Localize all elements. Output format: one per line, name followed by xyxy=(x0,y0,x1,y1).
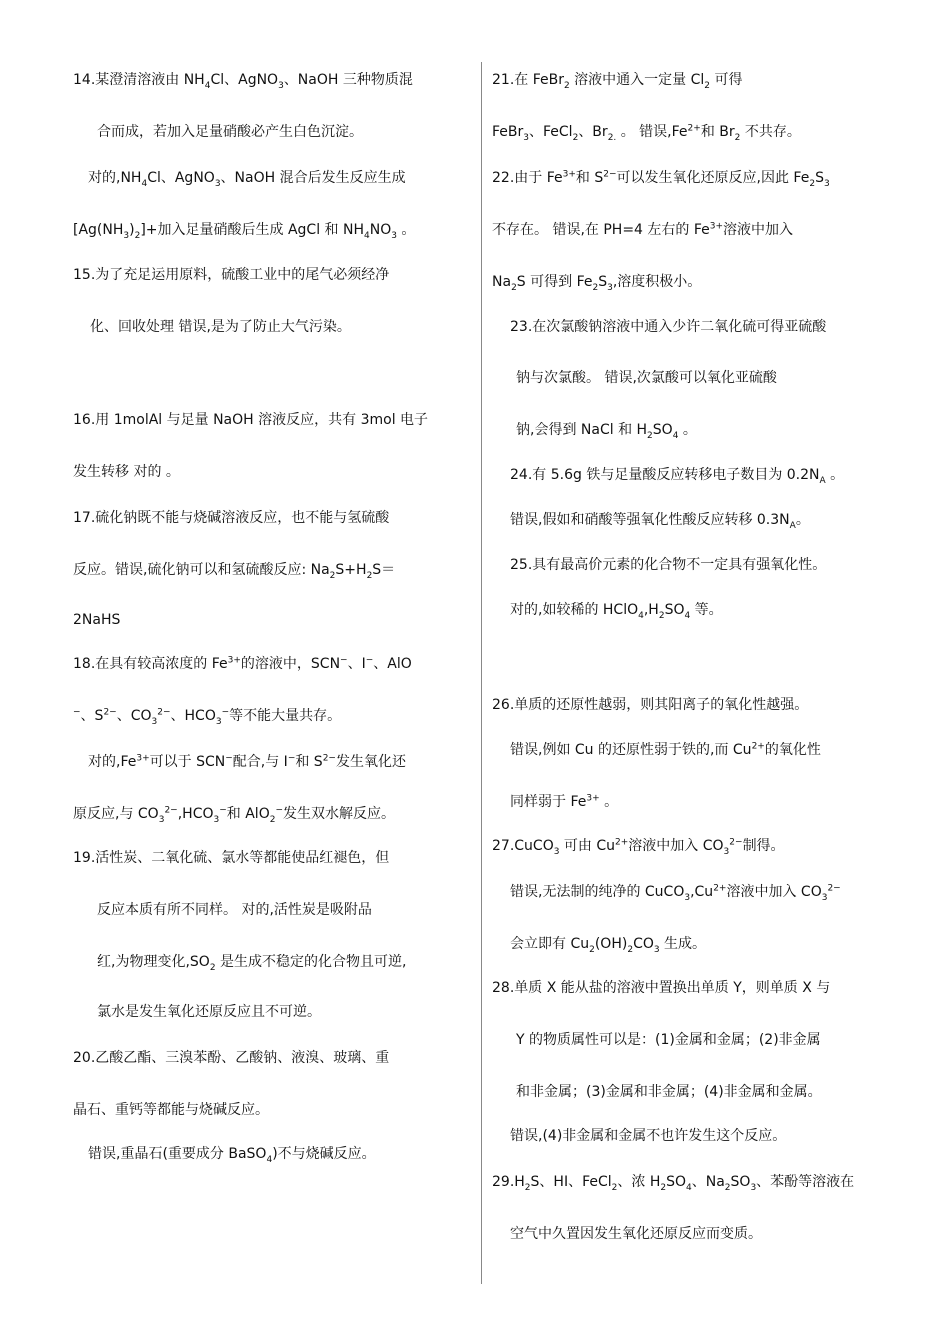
text-line-q20b xyxy=(73,1100,269,1120)
text-segment: ,H xyxy=(643,602,659,618)
text-segment: 反应。错误,硫化钠可以和氢硫酸反应: Na xyxy=(73,562,330,578)
text-segment: 的溶液中，SCN xyxy=(240,656,341,672)
text-segment: 24.有 5.6g 铁与足量酸反应转移电子数目为 0.2N xyxy=(510,467,820,483)
text-line-q24 xyxy=(510,465,844,485)
text-segment: 22.由于 Fe xyxy=(492,170,563,186)
text-line-q28 xyxy=(492,978,830,998)
text-segment: S 可得到 Fe xyxy=(516,274,593,290)
text-segment: SO xyxy=(666,1174,686,1190)
text-line-q15b xyxy=(90,317,351,337)
text-line-q17c xyxy=(73,610,120,630)
text-segment: S+H xyxy=(335,562,367,578)
supscript: 2− xyxy=(603,169,617,180)
text-segment: 23.在次氯酸钠溶液中通入少许二氧化硫可得亚硫酸 xyxy=(510,319,827,335)
subscript: 4 xyxy=(141,178,148,189)
text-segment: 同样弱于 Fe xyxy=(510,794,587,810)
text-segment: 和 S xyxy=(295,754,323,770)
text-segment: 17.硫化钠既不能与烧碱溶液反应，也不能与氢硫酸 xyxy=(73,510,390,526)
supscript: 2+ xyxy=(687,123,701,134)
text-segment: 、浓 H xyxy=(617,1174,661,1190)
supscript: 2− xyxy=(157,707,171,718)
subscript: 3 xyxy=(821,892,828,903)
text-segment: Y 的物质属性可以是：(1)金属和金属；(2)非金属 xyxy=(516,1032,821,1048)
text-line-q14d xyxy=(73,220,415,240)
text-segment: 。 xyxy=(599,794,619,810)
text-line-q28d xyxy=(510,1126,786,1146)
text-segment: 。 错误,Fe xyxy=(616,124,688,140)
text-segment: ]+加入足量硝酸后生成 AgCl 和 NH xyxy=(140,222,364,238)
text-line-q19b xyxy=(97,900,372,920)
subscript: 2 xyxy=(704,80,711,91)
subscript: 3 xyxy=(523,132,529,143)
text-segment: 可以于 SCN xyxy=(149,754,226,770)
text-segment: 错误,假如和硝酸等强氧化性酸反应转移 0.3N xyxy=(510,512,790,528)
subscript: 2 xyxy=(724,1182,731,1193)
text-segment: 27.CuCO xyxy=(492,838,554,854)
supscript: − xyxy=(365,655,374,666)
text-segment: 错误,重晶石(重要成分 BaSO xyxy=(88,1146,267,1162)
text-segment: 16.用 1molAl 与足量 NaOH 溶液反应，共有 3mol 电子 xyxy=(73,412,429,428)
text-segment: 2NaHS xyxy=(73,612,121,628)
text-segment: 溶液中加入 CO xyxy=(726,884,822,900)
text-line-q22 xyxy=(492,168,830,188)
subscript: 2 xyxy=(134,230,141,241)
text-line-q23c xyxy=(516,420,697,440)
text-line-q19 xyxy=(73,848,389,868)
text-segment: Cl、AgNO xyxy=(147,170,215,186)
text-segment: SO xyxy=(664,602,685,618)
supscript: 2− xyxy=(164,805,178,816)
text-segment: 合而成，若加入足量硝酸必产生白色沉淀。 xyxy=(97,124,363,140)
supscript: − xyxy=(340,655,348,666)
text-line-q14c xyxy=(88,168,406,188)
text-segment: 发生双水解反应。 xyxy=(283,806,395,822)
text-line-q28b xyxy=(516,1030,821,1050)
text-line-q19c xyxy=(97,952,406,972)
text-segment: 生成。 xyxy=(659,936,707,952)
text-segment: 、I xyxy=(347,656,366,672)
supscript: 2− xyxy=(103,707,117,718)
text-segment: 反应本质有所不同样。 对的,活性炭是吸附品 xyxy=(97,902,372,918)
text-segment: 发生转移 对的 。 xyxy=(73,464,180,480)
text-line-q20 xyxy=(73,1048,389,1068)
text-segment: 、Br xyxy=(578,124,608,140)
supscript: 2+ xyxy=(615,837,629,848)
text-segment: 和非金属；(3)金属和非金属；(4)非金属和金属。 xyxy=(516,1084,822,1100)
subscript: 3 xyxy=(684,892,691,903)
text-segment: 、CO xyxy=(116,708,152,724)
subscript: 4 xyxy=(686,1182,692,1193)
subscript: 3 xyxy=(151,716,158,727)
text-segment: 等。 xyxy=(690,602,723,618)
text-segment: Na xyxy=(492,274,512,290)
text-segment: 。 xyxy=(678,422,697,438)
text-line-q29 xyxy=(492,1172,854,1192)
text-segment: 21.在 FeBr xyxy=(492,72,564,88)
text-line-q25b xyxy=(510,600,723,620)
subscript: 4 xyxy=(672,430,679,441)
text-line-q18b xyxy=(73,706,341,726)
text-segment: 和 S xyxy=(575,170,604,186)
supscript: 2− xyxy=(322,753,336,764)
text-segment: CO xyxy=(633,936,654,952)
subscript: 3 xyxy=(653,944,660,955)
text-segment: 26.单质的还原性越弱，则其阳离子的氧化性越强。 xyxy=(492,697,809,713)
text-segment: 配合,与 I xyxy=(232,754,288,770)
supscript: − xyxy=(221,707,230,718)
text-segment: 制得。 xyxy=(742,838,785,854)
text-line-q29b xyxy=(510,1224,762,1244)
text-segment: 14.某澄清溶液由 NH xyxy=(73,72,205,88)
subscript: 3 xyxy=(215,716,222,727)
text-segment: 空气中久置因发生氧化还原反应而变质。 xyxy=(510,1226,762,1242)
text-segment: 是生成不稳定的化合物且可逆, xyxy=(215,954,407,970)
supscript: − xyxy=(275,805,283,816)
subscript: 4 xyxy=(204,80,211,91)
text-segment: 溶液中加入 CO xyxy=(628,838,724,854)
subscript: 2 xyxy=(589,944,595,955)
text-segment: 错误,无法制的纯净的 CuCO xyxy=(510,884,685,900)
text-segment: 可由 Cu xyxy=(559,838,616,854)
text-line-q17 xyxy=(73,508,389,528)
text-line-q22b xyxy=(492,220,793,240)
supscript: 2− xyxy=(827,883,841,894)
text-segment: [Ag(NH xyxy=(73,222,124,238)
text-line-q27b xyxy=(510,882,841,902)
subscript: 2 xyxy=(660,1182,667,1193)
text-line-q21 xyxy=(492,70,742,90)
text-segment: 可得 xyxy=(710,72,743,88)
text-line-q24b xyxy=(510,510,810,530)
subscript: 3 xyxy=(723,846,730,857)
text-segment: 晶石、重钙等都能与烧碱反应。 xyxy=(73,1102,269,1118)
subscript: 4 xyxy=(684,610,691,621)
text-segment: 和 AlO xyxy=(226,806,270,822)
subscript: 3 xyxy=(123,230,130,241)
supscript: 2+ xyxy=(713,883,727,894)
subscript: 2 xyxy=(809,178,816,189)
text-segment: 对的,Fe xyxy=(88,754,137,770)
text-segment: 对的,如较稀的 HClO xyxy=(510,602,639,618)
text-segment: 发生氧化还 xyxy=(335,754,406,770)
text-segment: )不与烧碱反应。 xyxy=(272,1146,376,1162)
subscript: 2 xyxy=(611,1182,618,1193)
text-segment: 18.在具有较高浓度的 Fe xyxy=(73,656,228,672)
text-segment: 15.为了充足运用原料，硫酸工业中的尾气必须经净 xyxy=(73,267,390,283)
subscript: 3 xyxy=(607,282,613,293)
text-segment: ,Cu xyxy=(690,884,714,900)
text-segment: 28.单质 X 能从盐的溶液中置换出单质 Y，则单质 X 与 xyxy=(492,980,831,996)
subscript: 2 xyxy=(658,610,665,621)
text-line-q16 xyxy=(73,410,428,430)
text-segment: 可以发生氧化还原反应,因此 Fe xyxy=(616,170,810,186)
subscript: 3 xyxy=(158,814,165,825)
text-line-q18 xyxy=(73,654,412,674)
supscript: 3+ xyxy=(227,655,241,666)
text-line-q16b xyxy=(73,462,180,482)
text-segment: 溶液中通入一定量 Cl xyxy=(569,72,705,88)
subscript: 2 xyxy=(524,1182,531,1193)
subscript: 3 xyxy=(553,846,560,857)
text-segment: 、苯酚等溶液在 xyxy=(756,1174,855,1190)
text-segment: 不存在。 错误,在 PH=4 左右的 Fe xyxy=(492,222,710,238)
text-segment: 、Na xyxy=(691,1174,725,1190)
text-segment: 、NaOH 混合后发生反应生成 xyxy=(220,170,406,186)
text-segment: 。 xyxy=(825,467,845,483)
text-line-q20c xyxy=(88,1144,376,1164)
text-line-q28c xyxy=(516,1082,822,1102)
text-segment: 。 xyxy=(795,512,810,528)
subscript: 2 xyxy=(592,282,599,293)
subscript: 2 xyxy=(269,814,276,825)
text-segment: S xyxy=(598,274,608,290)
text-segment: ,HCO xyxy=(177,806,214,822)
text-segment: 红,为物理变化,SO xyxy=(97,954,210,970)
text-line-q26b xyxy=(510,740,821,760)
column-divider xyxy=(481,62,482,1284)
subscript: 2. xyxy=(607,132,617,143)
text-segment: 、AlO xyxy=(373,656,412,672)
text-segment: 氯水是发生氧化还原反应且不可逆。 xyxy=(97,1004,321,1020)
text-segment: FeBr xyxy=(492,124,524,140)
text-segment: SO xyxy=(652,422,673,438)
text-line-q18d xyxy=(73,804,395,824)
subscript: 3 xyxy=(750,1182,757,1193)
text-segment: 、FeCl xyxy=(529,124,573,140)
text-line-q17b xyxy=(73,560,395,580)
text-segment: S、HI、FeCl xyxy=(530,1174,612,1190)
supscript: 3+ xyxy=(562,169,576,180)
subscript: 2 xyxy=(329,570,336,581)
supscript: − xyxy=(219,805,227,816)
subscript: 4 xyxy=(638,610,644,621)
text-line-q26c xyxy=(510,792,618,812)
subscript: 3 xyxy=(823,178,830,189)
subscript: 2 xyxy=(366,570,373,581)
text-line-q23 xyxy=(510,317,826,337)
text-segment: 20.乙酸乙酯、三溴苯酚、乙酸钠、液溴、玻璃、重 xyxy=(73,1050,390,1066)
text-segment: 的氧化性 xyxy=(764,742,821,758)
subscript: 2 xyxy=(563,80,570,91)
text-segment: 错误,(4)非金属和金属不也许发生这个反应。 xyxy=(510,1128,787,1144)
subscript: 4 xyxy=(266,1154,273,1165)
text-segment: 钠与次氯酸。 错误,次氯酸可以氧化亚硫酸 xyxy=(516,370,777,386)
text-segment: 不共存。 xyxy=(740,124,801,140)
text-line-q22c xyxy=(492,272,701,292)
text-segment: 19.活性炭、二氧化硫、氯水等都能使品红褪色，但 xyxy=(73,850,390,866)
subscript: 3 xyxy=(391,230,397,241)
text-segment: 。 xyxy=(396,222,416,238)
text-line-q14 xyxy=(73,70,413,90)
text-segment: 错误,例如 Cu 的还原性弱于铁的,而 Cu xyxy=(510,742,752,758)
text-line-q18c xyxy=(88,752,406,772)
supscript: 3+ xyxy=(136,753,150,764)
supscript: 2− xyxy=(729,837,743,848)
text-line-q23b xyxy=(516,368,777,388)
subscript: 2 xyxy=(734,132,741,143)
text-segment: 溶液中加入 xyxy=(723,222,794,238)
text-segment: NO xyxy=(369,222,392,238)
supscript: − xyxy=(225,753,233,764)
subscript: 3 xyxy=(214,178,221,189)
text-segment: S xyxy=(815,170,824,186)
subscript: 2 xyxy=(572,132,579,143)
subscript: 2 xyxy=(627,944,634,955)
supscript: 3+ xyxy=(586,793,600,804)
subscript: 2 xyxy=(511,282,517,293)
text-line-q14b xyxy=(97,122,363,142)
text-line-q25 xyxy=(510,555,826,575)
text-segment: 和 Br xyxy=(700,124,735,140)
text-segment: 、HCO xyxy=(170,708,216,724)
text-line-q26 xyxy=(492,695,808,715)
text-segment: 25.具有最高价元素的化合物不一定具有强氧化性。 xyxy=(510,557,827,573)
subscript: A xyxy=(789,520,796,531)
text-segment: 对的,NH xyxy=(88,170,142,186)
text-line-q15 xyxy=(73,265,389,285)
subscript: A xyxy=(819,475,826,486)
text-segment: 、NaOH 三种物质混 xyxy=(283,72,413,88)
text-segment: 会立即有 Cu xyxy=(510,936,590,952)
supscript: 2+ xyxy=(751,741,765,752)
subscript: 3 xyxy=(213,814,220,825)
text-segment: 原反应,与 CO xyxy=(73,806,159,822)
text-segment: 、S xyxy=(80,708,104,724)
text-line-q19d xyxy=(97,1002,321,1022)
text-segment: ,溶度积极小。 xyxy=(612,274,702,290)
supscript: 3+ xyxy=(709,221,724,232)
text-segment: (OH) xyxy=(594,936,628,952)
text-segment: 等不能大量共存。 xyxy=(229,708,342,724)
text-segment: 钠,会得到 NaCl 和 H xyxy=(516,422,648,438)
text-segment: Cl、AgNO xyxy=(210,72,279,88)
subscript: 3 xyxy=(278,80,284,91)
text-segment: 化、回收处理 错误,是为了防止大气污染。 xyxy=(90,319,351,335)
supscript: − xyxy=(73,707,81,718)
supscript: − xyxy=(287,753,296,764)
subscript: 2 xyxy=(209,962,216,973)
subscript: 4 xyxy=(364,230,370,241)
subscript: 2 xyxy=(647,430,653,441)
text-segment: ) xyxy=(129,222,135,238)
text-segment: SO xyxy=(730,1174,751,1190)
text-segment: S＝ xyxy=(372,562,396,578)
text-segment: 29.H xyxy=(492,1174,525,1190)
text-line-q27c xyxy=(510,934,706,954)
text-line-q27 xyxy=(492,836,785,856)
text-line-q21b xyxy=(492,122,801,142)
